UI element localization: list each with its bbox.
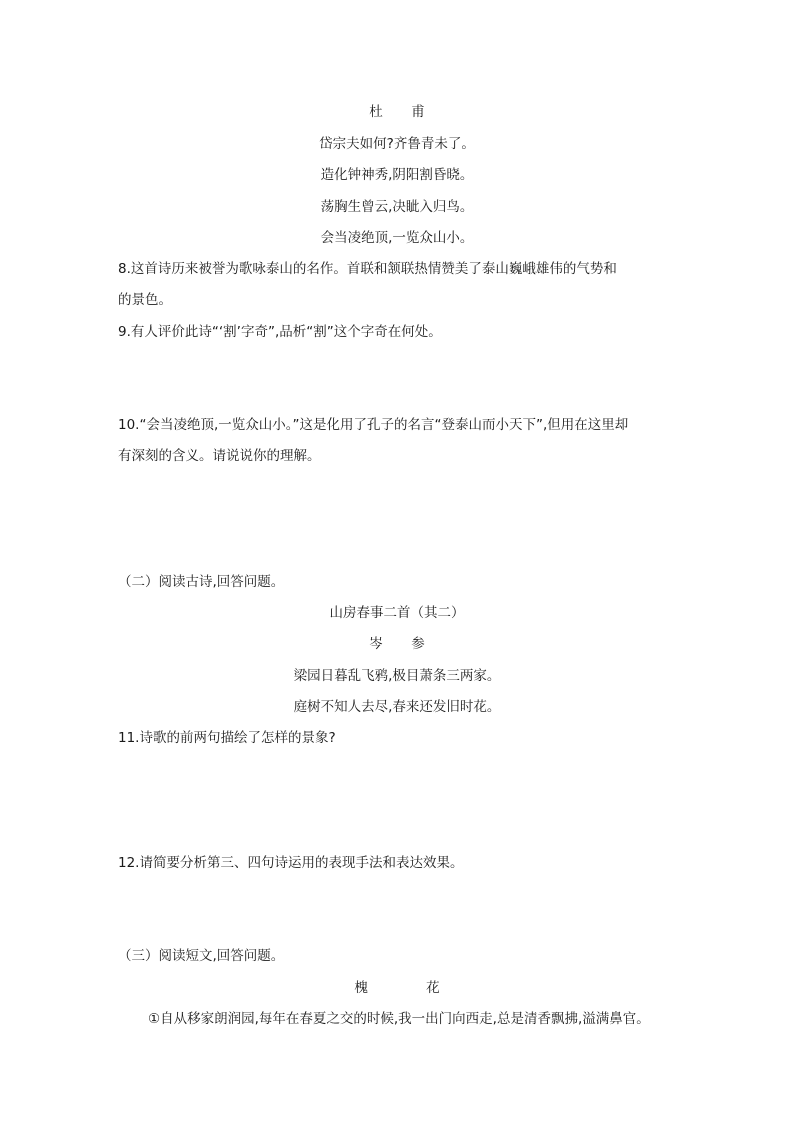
section-3-heading: （三）阅读短文,回答问题。: [118, 948, 285, 964]
poem1-line-4: 会当凌绝顶,一览众山小。: [320, 230, 474, 246]
poem1-line-3: 荡胸生曾云,决眦入归鸟。: [320, 199, 474, 215]
poem2-line-1: 梁园日暮乱飞鸦,极目萧条三两家。: [293, 668, 501, 684]
essay-title: 槐 花: [354, 980, 467, 996]
section-2-heading: （二）阅读古诗,回答问题。: [118, 574, 285, 590]
essay-paragraph-1: ①自从移家朗润园,每年在春夏之交的时候,我一出门向西走,总是清香飘拂,溢满鼻官。: [148, 1011, 650, 1027]
poem1-line-1: 岱宗夫如何?齐鲁青未了。: [319, 136, 475, 152]
question-11: 11.诗歌的前两句描绘了怎样的景象?: [118, 730, 336, 746]
question-10-line-2: 有深刻的含义。请说说你的理解。: [118, 448, 321, 464]
question-8-line-1: 8.这首诗历来被誉为歌咏泰山的名作。首联和颔联热情赞美了泰山巍峨雄伟的气势和: [118, 261, 617, 277]
question-8-line-2: 的景色。: [118, 292, 172, 308]
poem1-author: 杜 甫: [369, 104, 437, 120]
poem1-line-2: 造化钟神秀,阴阳割昏晓。: [320, 167, 474, 183]
poem2-author: 岑 参: [369, 636, 437, 652]
question-9: 9.有人评价此诗“‘割’字奇”,品析“割”这个字奇在何处。: [118, 324, 442, 340]
question-10-line-1: 10.“会当凌绝顶,一览众山小。”这是化用了孔子的名言“登泰山而小天下”,但用在这里却: [118, 417, 629, 433]
poem2-title: 山房春事二首（其二）: [329, 605, 465, 621]
question-12: 12.请简要分析第三、四句诗运用的表现手法和表达效果。: [118, 855, 464, 871]
poem2-line-2: 庭树不知人去尽,春来还发旧时花。: [293, 699, 501, 715]
